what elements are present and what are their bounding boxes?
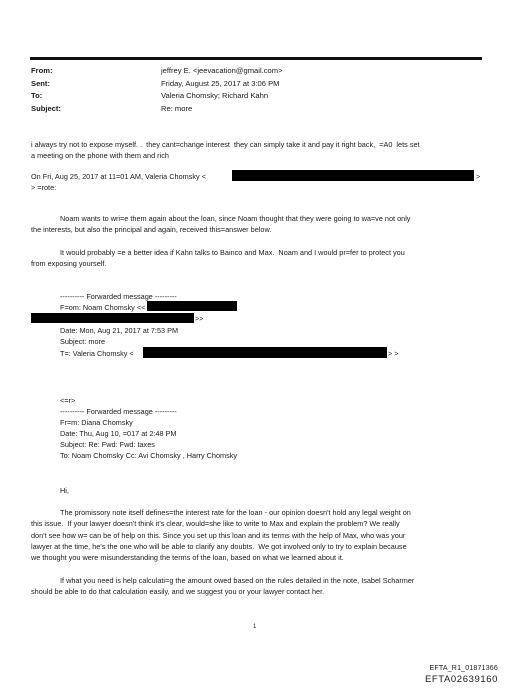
forward-to-close: > >	[388, 349, 399, 358]
redaction-block	[147, 301, 237, 311]
forward-to: T=: Valeria Chomsky <	[60, 349, 134, 358]
from-label: From:	[31, 66, 53, 75]
greeting: Hi,	[60, 486, 69, 495]
redaction-block	[143, 347, 387, 358]
from-value: jeffrey E. <jeevacation@gmail.com>	[161, 66, 283, 75]
forward-subject: Subject: Re: Fwd: Fwd: taxes	[60, 440, 155, 449]
sent-value: Friday, August 25, 2017 at 3:06 PM	[161, 78, 280, 88]
bates-number-large: EFTA02639160	[424, 674, 498, 685]
header-rule	[30, 57, 482, 60]
to-label: To:	[31, 91, 43, 100]
quoted-paragraph-line: from exposing yourself.	[31, 259, 107, 268]
quoted-paragraph-line: It would probably =e a better idea if Kahn talks to Bainco and Max. Noam and I would pr=fer to protect you	[60, 248, 405, 257]
forward-from: Fr=m: Diana Chomsky	[60, 418, 133, 427]
bates-number-small: EFTA_R1_01871366	[429, 665, 498, 672]
sent-label: Sent:	[31, 78, 50, 88]
quoted-paragraph-line: the interests, but also the principal and again, received this=answer below.	[31, 225, 272, 234]
redaction-block	[31, 313, 194, 323]
from-row	[31, 65, 481, 78]
paragraph-line: don't see how w= can be of help on this. Since you set up this loan and its terms with the help of Max, who was your	[31, 531, 406, 540]
subject-label: Subject:	[31, 103, 61, 113]
email-header	[31, 65, 481, 115]
forward-from-close: >>	[195, 314, 204, 323]
reply-line: a meeting on the phone with them and rich	[31, 151, 169, 160]
forward-subject: Subject: more	[60, 337, 106, 346]
paragraph-line: lawyer at the time, he's the one who will be able to clarify any doubts. We got involved only to try to explain because	[31, 542, 407, 551]
forward-date: Date: Mon, Aug 21, 2017 at 7:53 PM	[60, 326, 179, 335]
redaction-block	[232, 170, 474, 181]
quote-intro-wrote: > =rote:	[31, 183, 57, 192]
paragraph-line: The promissory note itself defines=the interest rate for the loan - our opinion doesn't hold any legal weight on	[60, 508, 411, 517]
forward-to: To: Noam Chomsky Cc: Avi Chomsky , Harry Chomsky	[60, 451, 238, 460]
reply-line: i always try not to expose myself. . they cant=change interest they can simply take it and pay it right back, =A0 lets set	[31, 140, 420, 149]
to-row	[31, 90, 481, 103]
paragraph-line: If what you need is help calculati=g the amount owed based on the rules detailed in the note, Isabel Scharmer	[60, 576, 415, 585]
forward-from: F=om: Noam Chomsky <<	[60, 303, 146, 312]
quote-intro-close: >	[476, 172, 481, 181]
page-number: 1	[253, 624, 257, 630]
subject-row	[31, 103, 481, 116]
subject-value: Re: more	[161, 103, 193, 113]
quote-intro: On Fri, Aug 25, 2017 at 11=01 AM, Valeria Chomsky <	[31, 172, 206, 181]
forward-heading: ---------- Forwarded message ---------	[60, 292, 177, 301]
br-tag: <=r>	[60, 396, 76, 405]
paragraph-line: should be able to do that calculation easily, and we suggest you or your lawyer contact her.	[31, 587, 325, 596]
forward-heading: ---------- Forwarded message ---------	[60, 407, 177, 416]
forward-date: Date: Thu, Aug 10, =017 at 2:48 PM	[60, 429, 177, 438]
sent-row	[31, 78, 481, 91]
to-value: Valeria Chomsky; Richard Kahn	[161, 91, 269, 100]
quoted-paragraph-line: Noam wants to wri=e them again about the loan, since Noam thought that they were going to wa=ve not only	[60, 214, 411, 223]
paragraph-line: this issue. If your lawyer doesn't think it's clear, would=she like to write to Max and explain the problem? We really	[31, 519, 400, 528]
paragraph-line: we thought you were misunderstanding the terms of the loan, based on what we learned about it.	[31, 553, 344, 562]
